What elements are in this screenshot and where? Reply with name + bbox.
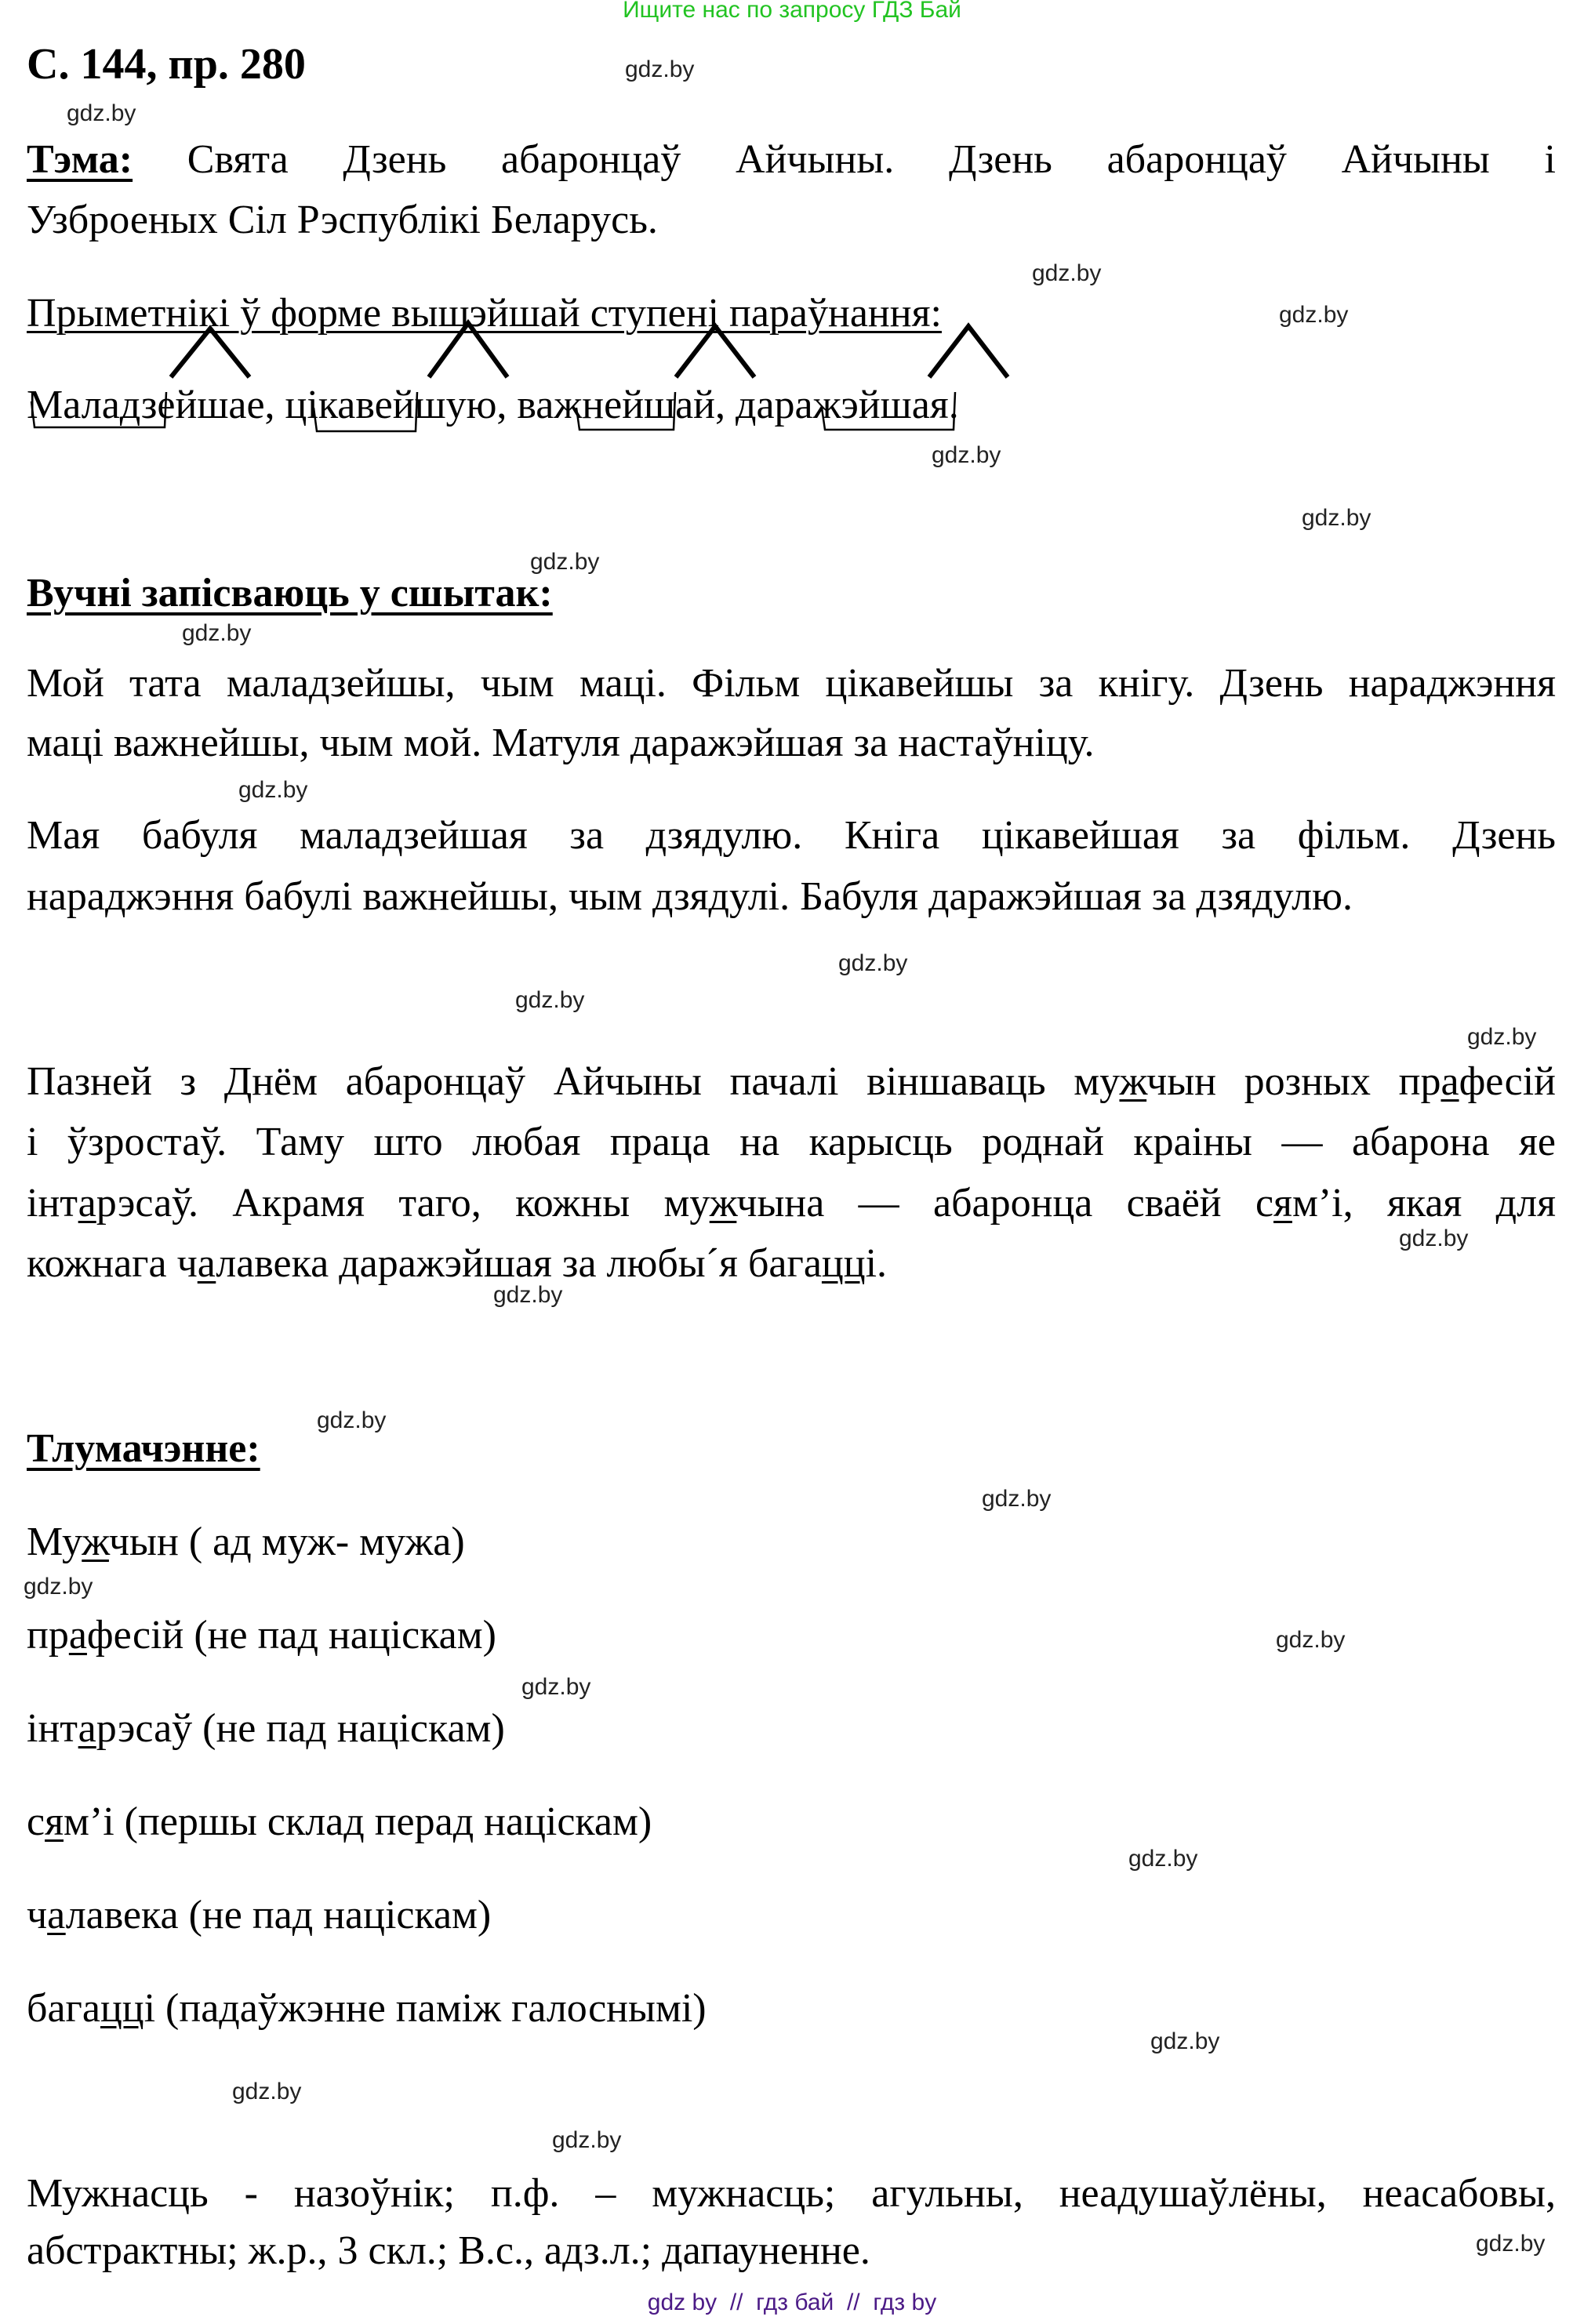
- watermark-text: gdz.by: [1032, 260, 1102, 286]
- root-mark: [822, 392, 955, 430]
- search-banner[interactable]: Ищите нас по запросу ГДЗ Бай: [623, 0, 961, 23]
- text-segment: маці важнейшы, чым мой. Матуля даражэйшая за настаўніцу.: [27, 721, 1095, 765]
- watermark-text: gdz.by: [552, 2127, 622, 2153]
- watermark-text: gdz.by: [1302, 505, 1371, 531]
- text-segment: інт: [27, 1181, 78, 1226]
- text-segment: фесій: [1459, 1059, 1556, 1104]
- text-segment: Мужнасць - назоўнік; п.ф. – мужнасць; агульны, неадушаўлёны, неасабовы,: [27, 2171, 1556, 2216]
- text-segment: чын ( ад муж- мужа): [108, 1520, 465, 1564]
- underlined-text: цц: [821, 1241, 866, 1286]
- underlined-text: ж: [82, 1520, 109, 1564]
- watermark-text: gdz.by: [1276, 1627, 1346, 1653]
- text-segment: м’і (першы склад перад націскам): [64, 1799, 652, 1844]
- underlined-text: ж: [709, 1181, 737, 1226]
- watermark-text: gdz.by: [1279, 302, 1349, 328]
- watermark-text: gdz.by: [24, 1574, 93, 1600]
- watermark-text: gdz.by: [521, 1674, 591, 1700]
- watermark-text: gdz.by: [1150, 2028, 1220, 2054]
- watermark-text: gdz.by: [67, 100, 136, 126]
- text-segment: с: [27, 1799, 45, 1844]
- text-segment: пр: [27, 1613, 69, 1658]
- text-segment: Мая бабуля маладзейшая за дзядулю. Кніга цікавейшая за фільм. Дзень: [27, 813, 1556, 858]
- text-segment: Маладзейшае, цікавейшую, важнейшай, даражэйшая.: [27, 383, 959, 427]
- text-segment: кожнага ч: [27, 1241, 198, 1286]
- watermark-text: gdz.by: [238, 777, 308, 803]
- suffix-mark: [429, 323, 507, 377]
- text-segment: чын розных пр: [1146, 1059, 1441, 1104]
- suffix-mark: [171, 329, 249, 377]
- root-mark: [576, 392, 675, 430]
- underlined-text: а: [1440, 1059, 1459, 1104]
- watermark-text: gdz.by: [1467, 1024, 1537, 1050]
- watermark-text: gdz.by: [515, 987, 585, 1013]
- underlined-text: ж: [1119, 1059, 1147, 1104]
- text-segment: рэсаў. Акрамя таго, кожны му: [96, 1181, 710, 1226]
- watermark-text: gdz.by: [1476, 2231, 1546, 2257]
- text-segment: лавека даражэйшая за любы´я бага: [216, 1241, 822, 1286]
- underlined-text: я: [1273, 1181, 1292, 1226]
- underlined-text: а: [197, 1241, 216, 1286]
- text-segment: нараджэння бабулі важнейшы, чым дзядулі. Бабуля даражэйшая за дзядулю.: [27, 874, 1353, 919]
- text-segment: рэсаў (не пад націскам): [96, 1706, 505, 1751]
- underlined-text: цц: [100, 1986, 144, 2031]
- text-segment: бага: [27, 1986, 100, 2031]
- text-segment: Свята Дзень абаронцаў Айчыны. Дзень абаронцаў Айчыны і: [133, 137, 1556, 182]
- watermark-text: gdz.by: [1128, 1846, 1198, 1872]
- underlined-text: а: [68, 1613, 87, 1658]
- text-segment: і ўзростаў. Таму што любая праца на карысць роднай краіны — абарона яе: [27, 1120, 1556, 1164]
- underlined-text: а: [78, 1181, 96, 1226]
- root-mark: [314, 392, 417, 431]
- section-heading: Вучні запісваюць у сшытак:: [27, 571, 553, 615]
- section-heading: Тлумачэнне:: [27, 1426, 260, 1471]
- underlined-text: я: [45, 1799, 64, 1844]
- page-title: С. 144, пр. 280: [27, 40, 306, 89]
- text-segment: ч: [27, 1893, 48, 1937]
- watermark-text: gdz.by: [838, 950, 908, 976]
- watermark-text: gdz.by: [232, 2079, 302, 2104]
- watermark-text: gdz.by: [530, 549, 600, 575]
- text-segment: інт: [27, 1706, 78, 1751]
- text-segment: Узброеных Сіл Рэспублікі Беларусь.: [27, 198, 658, 242]
- text-segment: і.: [865, 1241, 888, 1286]
- text-segment: чына — абаронца сваёй с: [736, 1181, 1274, 1226]
- underlined-text: Прыметнікі ў форме вышэйшай ступені параўнання:: [27, 291, 942, 336]
- watermark-text: gdz.by: [932, 442, 1001, 468]
- suffix-mark: [929, 326, 1008, 377]
- section-heading: Тэма:: [27, 137, 133, 182]
- text-segment: Пазней з Днём абаронцаў Айчыны пачалі віншаваць му: [27, 1059, 1120, 1104]
- watermark-text: gdz.by: [982, 1486, 1052, 1512]
- watermark-text: gdz.by: [1399, 1226, 1469, 1251]
- text-segment: м’і, якая для: [1292, 1181, 1556, 1226]
- underlined-text: а: [78, 1706, 96, 1751]
- footer-links[interactable]: gdz by // гдз бай // гдз by: [647, 2290, 937, 2315]
- text-segment: і (падаўжэнне паміж галоснымі): [144, 1986, 707, 2031]
- suffix-mark: [676, 326, 754, 377]
- watermark-text: gdz.by: [182, 620, 252, 646]
- watermark-text: gdz.by: [317, 1407, 387, 1433]
- text-segment: лавека (не пад націскам): [65, 1893, 492, 1937]
- watermark-text: gdz.by: [625, 56, 695, 82]
- text-segment: Мой тата маладзейшы, чым маці. Фільм цікавейшы за кнігу. Дзень нараджэння: [27, 661, 1556, 706]
- text-segment: фесій (не пад націскам): [86, 1613, 496, 1658]
- text-segment: Му: [27, 1520, 82, 1564]
- root-mark: [31, 392, 166, 427]
- underlined-text: а: [47, 1893, 66, 1937]
- watermark-text: gdz.by: [493, 1282, 563, 1308]
- text-segment: абстрактны; ж.р., 3 скл.; В.с., адз.л.; дапауненне.: [27, 2228, 870, 2273]
